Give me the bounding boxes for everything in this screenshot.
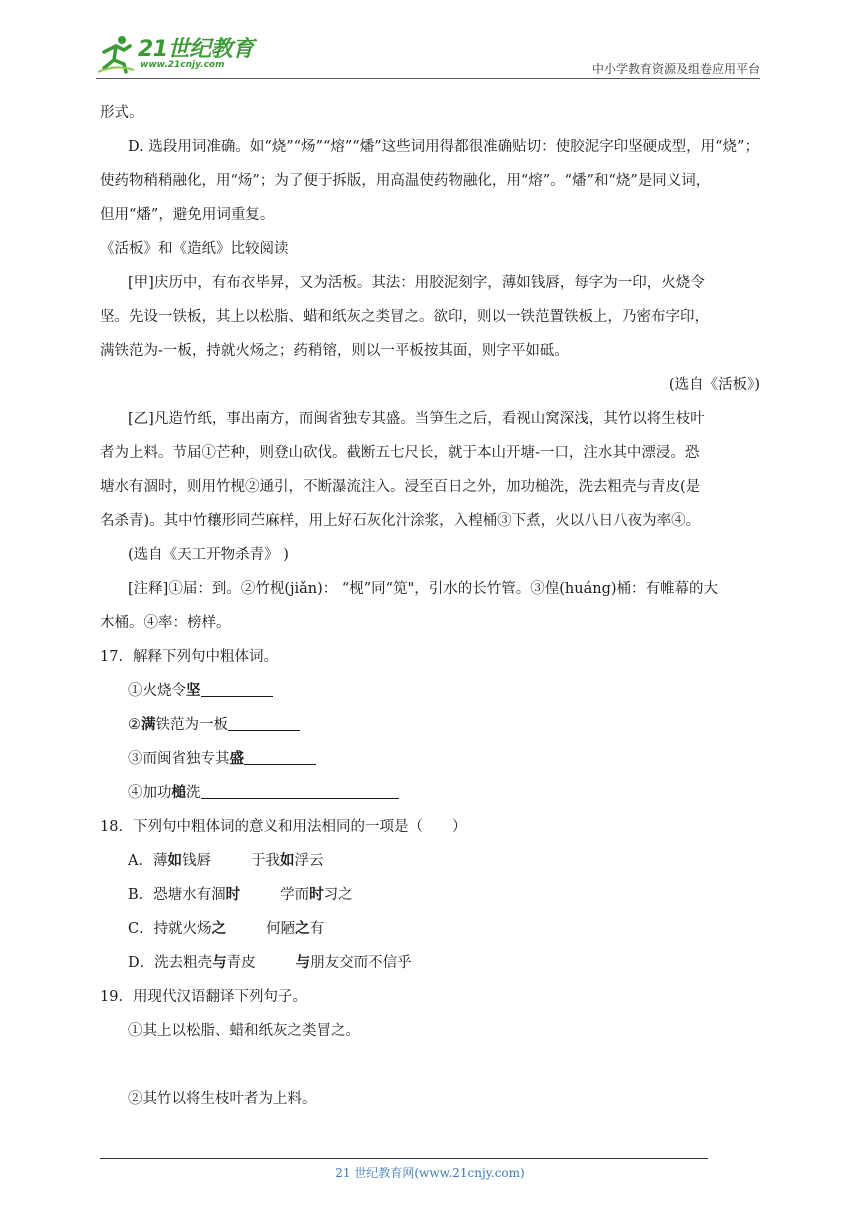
question-18-option-a[interactable]: A．薄如钱唇 于我如浮云	[128, 852, 324, 869]
question-19-item: ①其上以松脂、蜡和纸灰之类冒之。	[128, 1023, 360, 1039]
question-18-option-c[interactable]: C．持就火炀之 何陋之有	[128, 920, 325, 937]
text-line: 名杀青)。其中竹穰形同苎麻样，用上好石灰化汁涂浆，入楻桶③下煮，火以八日八夜为率④。	[100, 513, 701, 529]
logo-url: www.21cnjy.com	[140, 60, 225, 70]
annotation: [注释]①届：到。②竹枧(jiǎn)： “枧”同“笕"，引水的长竹管。③偟(huáng)桶：有帷幕的大	[128, 581, 719, 597]
answer-blank[interactable]	[201, 676, 273, 697]
question-17-item: ②满铁范为一板	[100, 708, 764, 742]
passage-yi: [乙]凡造竹纸，事出南方，而闽省独专其盛。当笋生之后，看视山窝深浅，其竹以将生枝叶	[128, 411, 705, 427]
answer-blank[interactable]	[228, 710, 300, 731]
answer-blank[interactable]	[244, 744, 316, 765]
question-18-stem: 18．下列句中粗体词的意义和用法相同的一项是（ ）	[100, 819, 467, 835]
question-17-stem: 17．解释下列句中粗体词。	[100, 649, 278, 665]
footer-divider	[100, 1158, 708, 1159]
question-19-stem: 19．用现代汉语翻译下列句子。	[100, 989, 307, 1005]
text-line: 但用“燔”，避免用词重复。	[100, 207, 275, 223]
header-tagline: 中小学教育资源及组卷应用平台	[591, 62, 760, 76]
option-d-explanation: D. 选段用词准确。如“烧”“炀”“熔”“燔”这些词用得都很准确贴切：使胶泥字印坚硬成型，用“烧”；	[128, 139, 759, 155]
source-note: (选自《天工开物杀青》 )	[128, 547, 289, 563]
question-17-item: ③而闽省独专其盛	[100, 742, 764, 776]
text-line: 塘水有涸时，则用竹枧②通引，不断瀑流注入。浸至百日之外，加功槌洗，洗去粗壳与青皮(是	[100, 479, 701, 495]
question-17-item: ①火烧令坚	[100, 674, 764, 708]
logo-text: 21世纪教育	[138, 37, 254, 62]
document-body	[100, 96, 764, 1116]
text-line: 者为上料。节届①芒种，则登山砍伐。截断五七尺长，就于本山开塘-一口，注水其中漂浸。恐	[100, 445, 700, 461]
question-18-option-d[interactable]: D．洗去粗壳与青皮 与朋友交而不信乎	[128, 954, 412, 971]
text-line: 坚。先设一铁板，其上以松脂、蜡和纸灰之类冒之。欲印，则以一铁范置铁板上，乃密布字印，	[100, 309, 709, 325]
question-18-option-b[interactable]: B．恐塘水有涸时 学而时习之	[128, 886, 353, 903]
site-logo[interactable]	[96, 30, 266, 76]
answer-space[interactable]	[100, 1048, 764, 1082]
section-title: 《活板》和《造纸》比较阅读	[100, 241, 289, 257]
question-19-item: ②其竹以将生枝叶者为上料。	[128, 1091, 317, 1107]
passage-jia: [甲]庆历中，有布衣毕昇，又为活板。其法：用胶泥刻字，薄如钱唇，每字为一印，火烧令	[128, 275, 705, 291]
text-line: 形式。	[100, 105, 144, 121]
source-note: (选自《活板》)	[668, 377, 760, 393]
text-line: 使药物稍稍融化，用“炀”；为了便于拆版，用高温使药物融化，用“熔”。“燔”和“烧”是同义词，	[100, 173, 711, 189]
page-footer[interactable]: 21 世纪教育网(www.21cnjy.com)	[335, 1166, 525, 1180]
answer-blank[interactable]	[201, 778, 399, 799]
runner-icon	[96, 34, 136, 74]
page-header	[96, 30, 760, 78]
question-17-item: ④加功槌洗	[100, 776, 764, 810]
text-line: 满铁范为-一板，持就火炀之；药稍镕，则以一平板按其面，则字平如砥。	[100, 343, 569, 359]
text-line: 木桶。④率：榜样。	[100, 615, 231, 631]
header-divider	[96, 78, 760, 79]
